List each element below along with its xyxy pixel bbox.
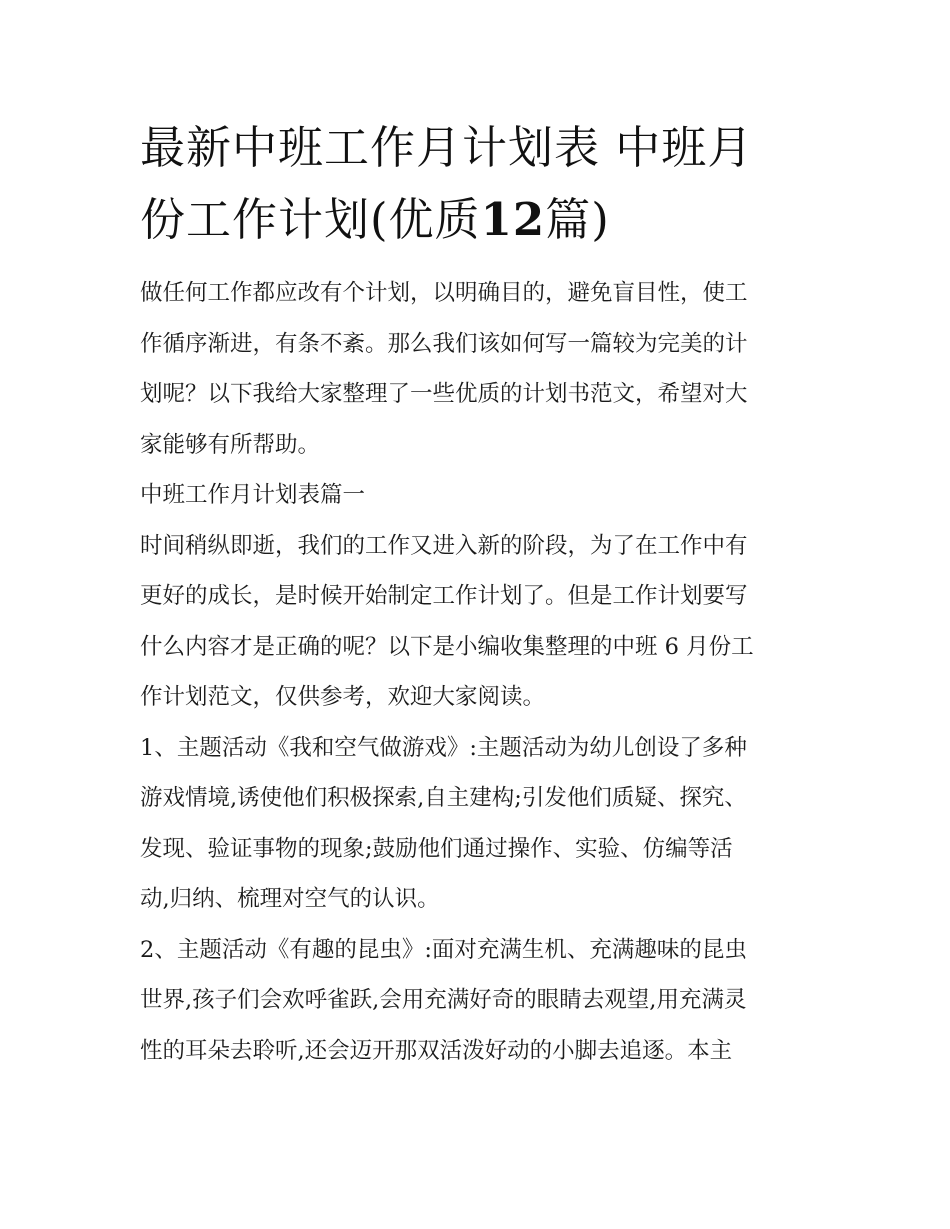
list-item-1 [140, 723, 812, 925]
text-line: 更好的成长，是时候开始制定工作计划了。但是工作计划要写 [140, 583, 748, 609]
text-line: 什么内容才是正确的呢？以下是小编收集整理的中班 6 月份工 [140, 633, 754, 660]
text-line: 时间稍纵即逝，我们的工作又进入新的阶段，为了在工作中有 [140, 532, 748, 559]
body-paragraph [140, 521, 812, 723]
text-line: 世界,孩子们会欢呼雀跃,会用充满好奇的眼睛去观望,用充满灵 [140, 987, 747, 1013]
text-line: 做任何工作都应改有个计划，以明确目的，避免盲目性，使工 [140, 280, 748, 306]
text-line: 动,归纳、梳理对空气的认识。 [140, 886, 440, 912]
text-line: 游戏情境,诱使他们积极探索,自主建构;引发他们质疑、探究、 [140, 785, 747, 811]
document-content [140, 112, 812, 1076]
text-line: 作循序渐进，有条不紊。那么我们该如何写一篇较为完美的计 [140, 330, 748, 357]
text-line: 划呢？以下我给大家整理了一些优质的计划书范文，希望对大 [140, 381, 748, 407]
title-line-1: 最新中班工作月计划表 中班月 [140, 121, 754, 174]
text-line: 中班工作月计划表篇一 [140, 482, 366, 508]
intro-paragraph [140, 268, 812, 470]
list-item-2 [140, 925, 812, 1077]
title-line-2-end: 篇) [545, 193, 610, 246]
document-body [140, 268, 812, 1076]
text-line: 作计划范文，仅供参考，欢迎大家阅读。 [140, 684, 546, 710]
section-heading [140, 470, 812, 521]
text-line: 2、主题活动《有趣的昆虫》:面对充满生机、充满趣味的昆虫 [140, 936, 747, 963]
text-line: 1、主题活动《我和空气做游戏》:主题活动为幼儿创设了多种 [140, 734, 747, 761]
text-line: 发现、验证事物的现象;鼓励他们通过操作、实验、仿编等活 [140, 835, 733, 862]
title-count: 12 [480, 193, 546, 246]
text-line: 家能够有所帮助。 [140, 431, 321, 458]
document-title [140, 112, 812, 256]
text-line: 性的耳朵去聆听,还会迈开那双活泼好动的小脚去追逐。本主 [140, 1037, 733, 1064]
title-line-2 [140, 184, 812, 256]
title-line-2-text: 份工作计划(优质 [140, 193, 481, 246]
